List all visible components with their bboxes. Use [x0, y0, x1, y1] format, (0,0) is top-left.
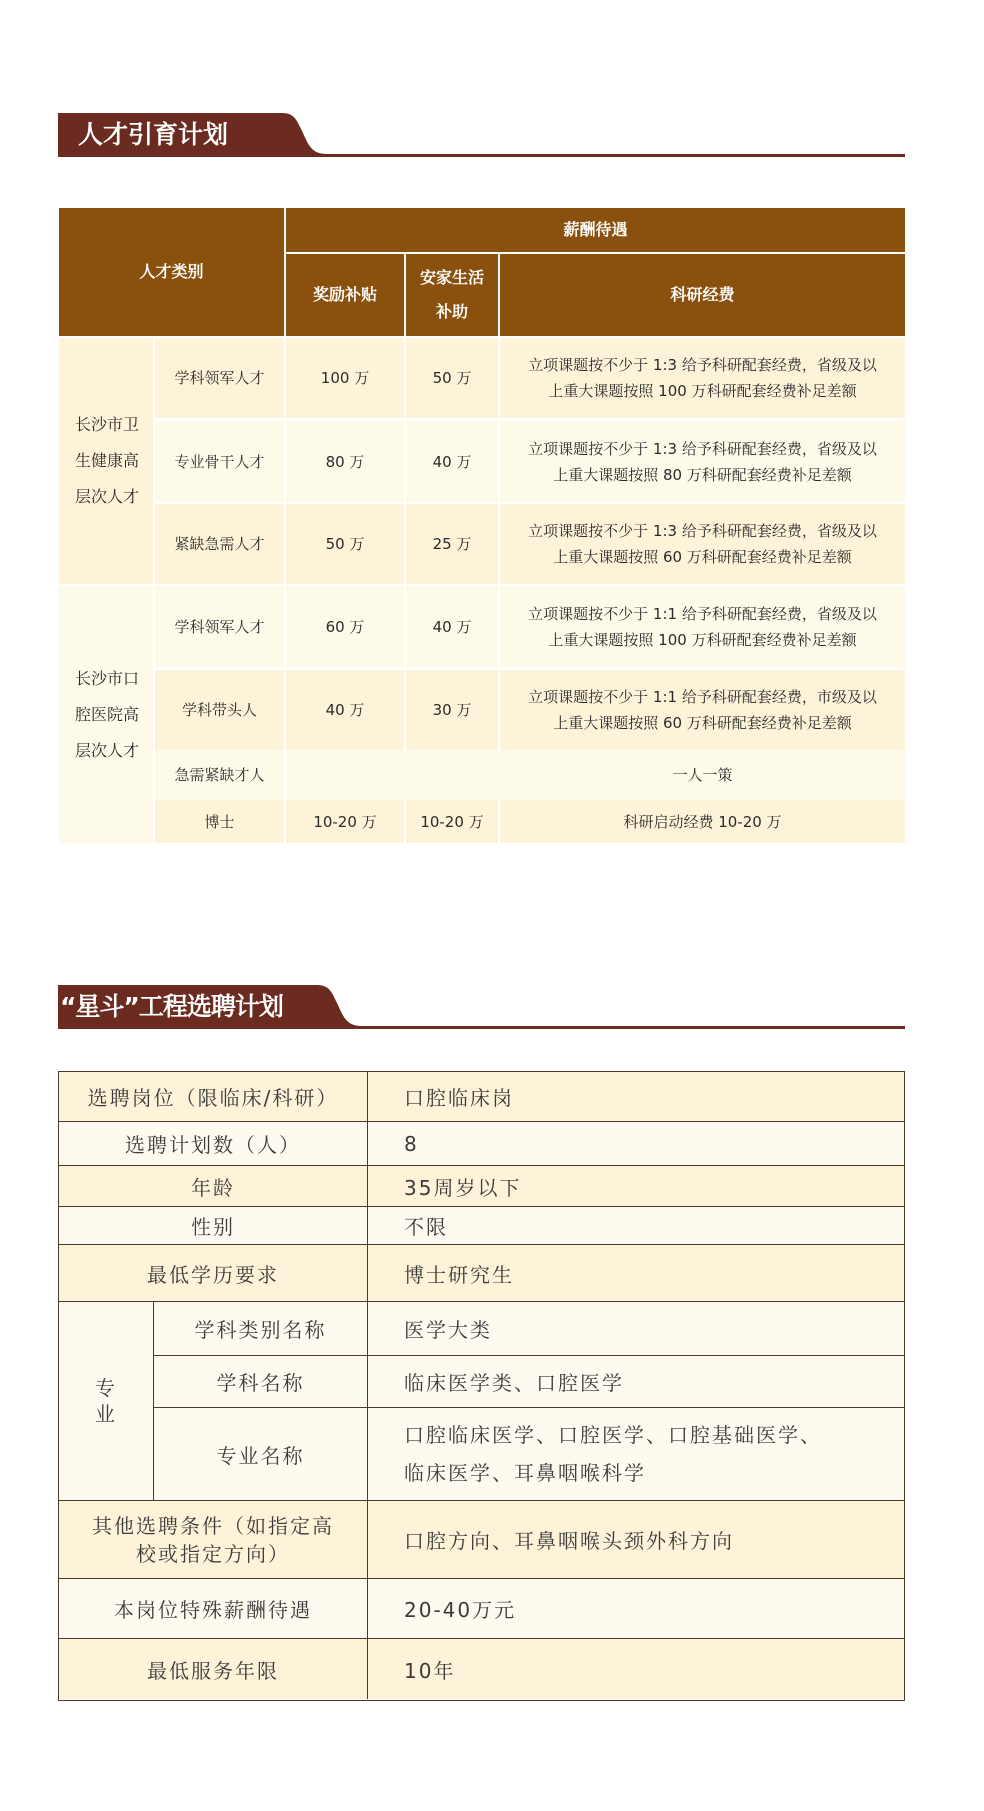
label-age: 年龄 — [59, 1166, 368, 1207]
value-other-conditions: 口腔方向、耳鼻咽喉头颈外科方向 — [368, 1501, 904, 1579]
row-reward: 60 万 — [286, 586, 404, 667]
value-plan-count: 8 — [368, 1122, 904, 1166]
section-title-talent-plan — [58, 113, 905, 157]
value-discipline: 临床医学类、口腔医学 — [368, 1356, 904, 1408]
row-reward: 50 万 — [286, 504, 404, 584]
row-type: 学科领军人才 — [155, 586, 284, 667]
label-min-service: 最低服务年限 — [59, 1639, 368, 1699]
label-education: 最低学历要求 — [59, 1245, 368, 1302]
row-type: 博士 — [155, 800, 284, 843]
value-discipline-category: 医学大类 — [368, 1302, 904, 1356]
label-discipline-category: 学科类别名称 — [154, 1302, 368, 1356]
value-min-service: 10年 — [368, 1639, 904, 1699]
row-research: 立项课题按不少于 1:3 给予科研配套经费，省级及以 上重大课题按照 60 万科研配套经费补足差额 — [500, 504, 905, 584]
value-position: 口腔临床岗 — [368, 1072, 904, 1122]
row-reward: 10-20 万 — [286, 800, 404, 843]
header-talent-category: 人才类别 — [59, 208, 284, 336]
row-type: 专业骨干人才 — [155, 421, 284, 502]
banner-curve-shape — [302, 985, 362, 1029]
row-research: 立项课题按不少于 1:3 给予科研配套经费，省级及以 上重大课题按照 80 万科研配套经费补足差额 — [500, 421, 905, 502]
label-position: 选聘岗位（限临床/科研） — [59, 1072, 368, 1122]
label-major-group: 专 业 — [59, 1302, 154, 1501]
header-salary: 薪酬待遇 — [286, 208, 905, 252]
label-other-conditions: 其他选聘条件（如指定高 校或指定方向） — [59, 1501, 368, 1579]
row-reward: 100 万 — [286, 338, 404, 418]
row-type: 学科带头人 — [155, 670, 284, 750]
row-settle: 40 万 — [406, 586, 498, 667]
label-plan-count: 选聘计划数（人） — [59, 1122, 368, 1166]
section-title-text: 人才引育计划 — [58, 113, 268, 157]
section-title-xingdou — [58, 985, 905, 1029]
value-age: 35周岁以下 — [368, 1166, 904, 1207]
header-settlement — [406, 254, 498, 336]
row-settle: 10-20 万 — [406, 800, 498, 843]
group-label-stomatology: 长沙市口 腔医院高 层次人才 — [59, 586, 153, 843]
row-settle: 25 万 — [406, 504, 498, 584]
value-major: 口腔临床医学、口腔医学、口腔基础医学、 临床医学、耳鼻咽喉科学 — [368, 1408, 904, 1501]
banner-curve-shape — [267, 113, 327, 157]
row-settle: 40 万 — [406, 421, 498, 502]
row-research: 立项课题按不少于 1:1 给予科研配套经费，市级及以 上重大课题按照 60 万科研配套经费补足差额 — [500, 670, 905, 750]
title-underline — [323, 154, 905, 157]
row-type: 紧缺急需人才 — [155, 504, 284, 584]
header-reward: 奖励补贴 — [286, 254, 404, 336]
label-gender: 性别 — [59, 1207, 368, 1245]
value-gender: 不限 — [368, 1207, 904, 1245]
row-settle: 30 万 — [406, 670, 498, 750]
value-special-salary: 20-40万元 — [368, 1579, 904, 1639]
label-special-salary: 本岗位特殊薪酬待遇 — [59, 1579, 368, 1639]
header-settlement-line2: 补助 — [435, 302, 468, 321]
row-research: 立项课题按不少于 1:3 给予科研配套经费，省级及以 上重大课题按照 100 万科研配套经费补足差额 — [500, 338, 905, 418]
section-title-text: “星斗”工程选聘计划 — [58, 985, 303, 1029]
header-settlement-line1: 安家生活 — [419, 268, 484, 287]
value-education: 博士研究生 — [368, 1245, 904, 1302]
header-research: 科研经费 — [500, 254, 905, 336]
recruitment-table — [58, 1071, 905, 1701]
label-discipline: 学科名称 — [154, 1356, 368, 1408]
title-underline — [358, 1026, 905, 1029]
group-label-health: 长沙市卫 生健康高 层次人才 — [59, 338, 153, 584]
row-type: 急需紧缺才人 — [155, 750, 284, 800]
label-major: 专业名称 — [154, 1408, 368, 1501]
row-research: 科研启动经费 10-20 万 — [500, 800, 905, 843]
row-settle: 50 万 — [406, 338, 498, 418]
row-research: 立项课题按不少于 1:1 给予科研配套经费，省级及以 上重大课题按照 100 万科研配套经费补足差额 — [500, 586, 905, 667]
row-type: 学科领军人才 — [155, 338, 284, 418]
row-reward: 80 万 — [286, 421, 404, 502]
row-reward: 40 万 — [286, 670, 404, 750]
row-merged-policy: 一人一策 — [286, 750, 905, 800]
